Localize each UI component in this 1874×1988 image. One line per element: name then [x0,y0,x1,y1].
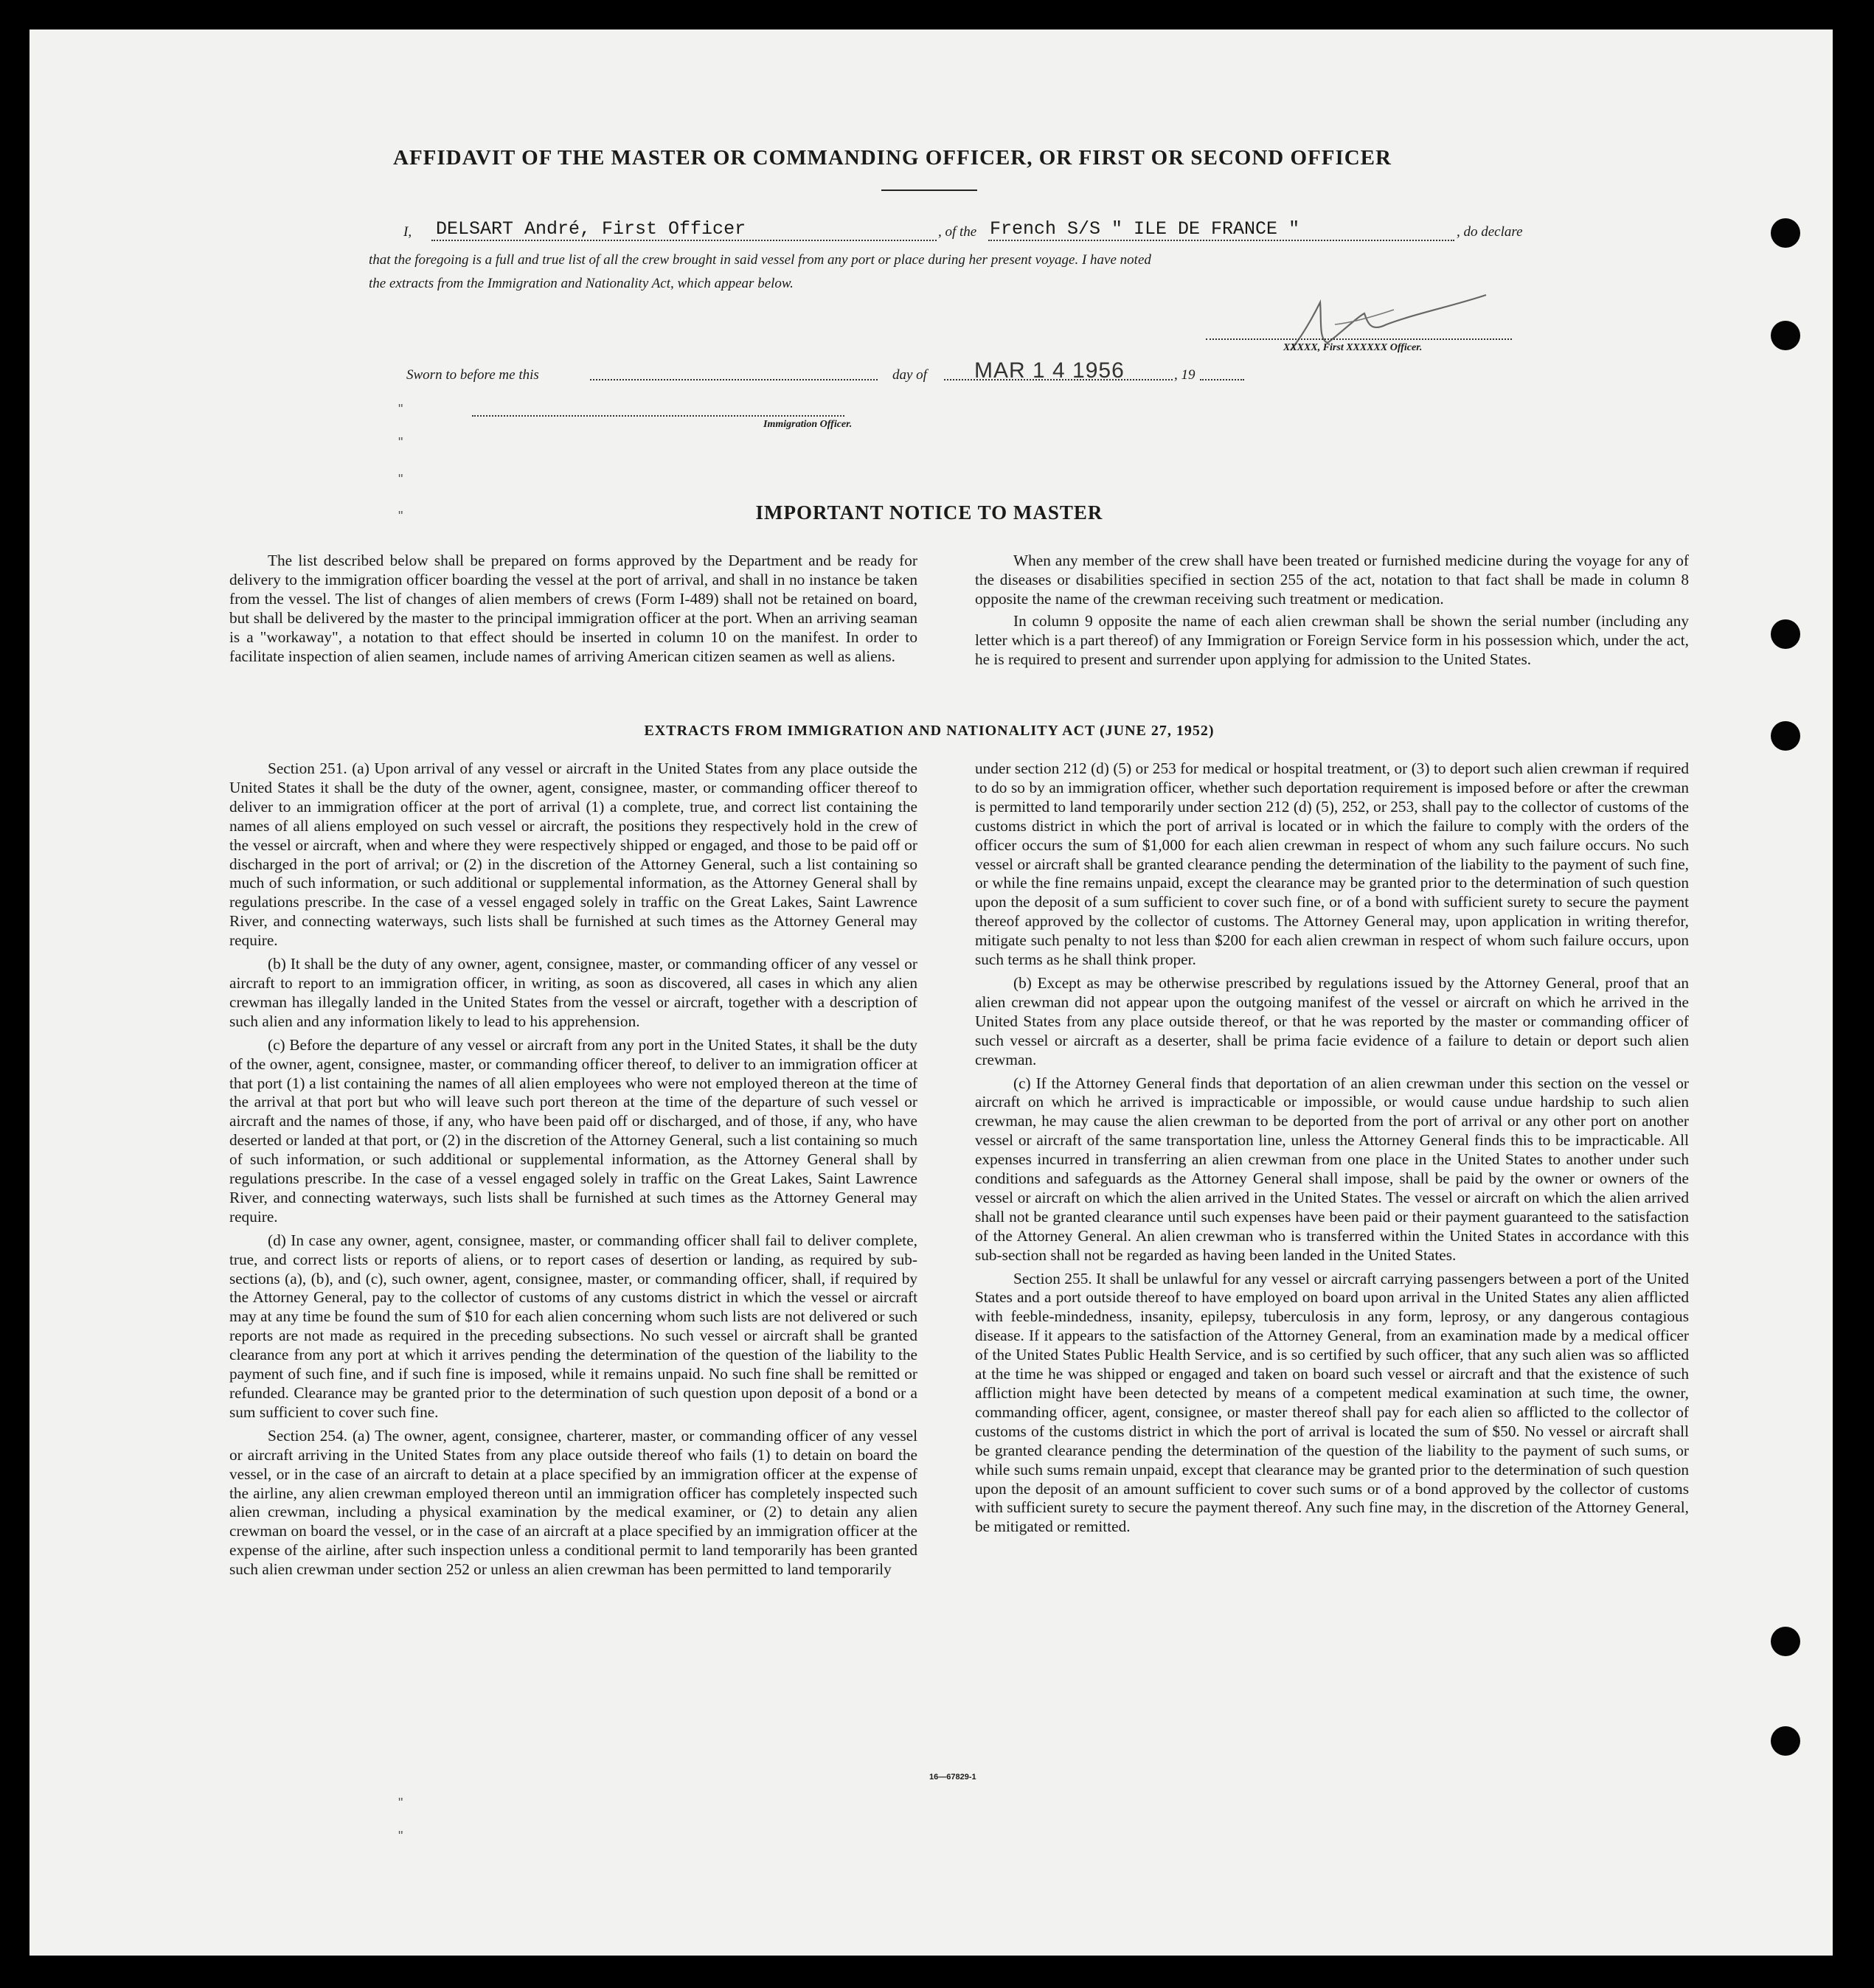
declarant-name: DELSART André, First Officer [436,218,746,240]
section-251-d: (d) In case any owner, agent, consignee, master, or commanding officer shall fail to deliver complete, true, and correct lists or reports of aliens, or to report cases of desertion or landing, as required by sub-sections (a), (b), and (c), such owner, agent, consignee, master, or commanding officer, shall, if required by the Attorney General, pay to the collector of customs of any customs district in which the vessel or aircraft may at any time be found the sum of $10 for each alien concerning whom such lists are not delivered or such reports are not made as required in the preceding subsections. No such vessel or aircraft shall be granted clearance from any port at which it arrives pending the determination of the question of the liability to the payment of such fine, and if such fine is imposed, while it remains unpaid. No such fine shall be remitted or refunded. Clearance may be granted prior to the determination of such question upon deposit of a bond or a sum sufficient to cover such fine. [229,1231,917,1421]
declaration-line-3: the extracts from the Immigration and Nationality Act, which appear below. [369,276,794,291]
ditto-mark: " [398,1796,403,1810]
declaration-of-the: , of the [938,224,977,240]
binder-hole [1771,619,1800,649]
section-254-c: (c) If the Attorney General finds that deportation of an alien crewman under this section on the vessel or aircraft on which he arrived is impracticable or impossible, or would cause undue hardship to such alien crewman, he may cause the alien crewman to be deported from the port of arrival or any other port on another vessel or aircraft of the same transportation line, unless the Attorney General finds this to be impracticable. All expenses incurred in transferring an alien crewman from one place in the United States to another under such conditions and safeguards as the Attorney General shall impose, shall be paid by the owner or owners of the vessel or aircraft on which the alien arrived in the United States. The vessel or aircraft on which the alien arrived shall not be granted clearance until such expenses have been paid or their payment guaranteed to the satisfaction of the Attorney General. An alien crewman who is transferred within the United States in accordance with this sub-section shall not be regarded as having been landed in the United States. [975,1074,1689,1264]
immigration-officer-caption: Immigration Officer. [763,419,853,430]
binder-hole [1771,1726,1800,1756]
section-254-a-continued: under section 212 (d) (5) or 253 for medical or hospital treatment, or (3) to deport such alien crewman if required to do so by an immigration officer, whether such deportation requirement is imposed before or after the crewman is permitted to land temporarily under section 212 (d) (5), 252, or 253, shall pay to the collector of customs of the customs district in which the port of arrival is located or in which the failure to comply with the orders of the officer occurs the sum of $1,000 for each alien crewman in respect of whom any such failure occurs. No such vessel or aircraft shall be granted clearance pending the determination of the liability to the payment of such fine, or while the fine remains unpaid, except the clearance may be granted prior to the determination of such question upon the deposit of a sum sufficient to cover such fine, or of a bond with sufficient surety to secure the payment thereof approved by the collector of customs. The Attorney General may, upon application in writing therefor, mitigate such penalty to not less than $200 for each alien crewman in respect of whom such failure occurs, upon such terms as he shall think proper. [975,760,1689,969]
section-251-b: (b) It shall be the duty of any owner, agent, consignee, master, or commanding officer of any vessel or aircraft to report to an immigration officer, in writing, as soon as discovered, all cases in which any alien crewman has illegally landed in the United States from the vessel or aircraft, together with a description of such alien and any information likely to lead to his apprehension. [229,955,917,1030]
sworn-day-line [590,379,878,380]
signature-dotted-line [1206,338,1512,340]
binder-hole [1771,218,1800,248]
section-251-c: (c) Before the departure of any vessel or aircraft from any port in the United States, it shall be the duty of the owner, agent, consignee, master, or commanding officer thereof, to deliver to an immigration officer at that port (1) a list containing the names of all alien employees who were not employed thereon at the time of the arrival at that port but who will leave such port thereon at the time of the departure of such vessel or aircraft and the names of those, if any, who have been paid off or discharged, and of those, if any, who have deserted or landed at that port, or (2) in the discretion of the Attorney General, such a list containing so much of such information, or such additional or supplemental information, as the Attorney General shall by regulations prescribe. In the case of a vessel engaged solely in traffic on the Great Lakes, Saint Lawrence River, and connecting waterways, such lists shall be furnished at such times as the Attorney General may require. [229,1035,917,1226]
declaration-i: I, [403,224,412,240]
binder-hole [1771,321,1800,350]
title-underline [881,190,977,191]
form-code: 16—67829-1 [929,1773,976,1782]
extracts-left-column [229,760,917,1579]
document-sheet [30,29,1833,1956]
section-255: Section 255. It shall be unlawful for any vessel or aircraft carrying passengers between a port of the United States and a port outside thereof to have employed on board upon arrival in the United States any alien afflicted with feeble-mindedness, insanity, epilepsy, tuberculosis in any form, leprosy, or any dangerous contagious disease. If it appears to the satisfaction of the Attorney General, from an examination made by a medical officer of the United States Public Health Service, and is so certified by such officer, that any such alien was so afflicted at the time he was shipped or engaged and taken on board such vessel or aircraft and that the existence of such affliction might have been detected by means of a competent medical examination at such time, the owner, commanding officer, agent, consignee, or master thereof shall pay for each alien so afflicted to the collector of customs of the customs district in which the port of arrival is located the sum of $50. No vessel or aircraft shall be granted clearance pending the determination of the question of the liability to the payment of such sums, or while such sums remain unpaid, except that clearance may be granted prior to the determination of such question upon the deposit of an amount sufficient to cover such sums or of a bond approved by the collector of customs with sufficient surety to secure the payment thereof. Any such fine may, in the discretion of the Attorney General, be mitigated or remitted. [975,1269,1689,1536]
ditto-mark: " [398,472,403,487]
vessel-name: French S/S " ILE DE FRANCE " [990,218,1300,240]
signature-caption: XXXXX, First XXXXXX Officer. [1283,342,1423,353]
vessel-dotted-line [988,240,1454,241]
binder-hole [1771,1627,1800,1656]
binder-hole [1771,721,1800,751]
notice-right-paragraph-2: In column 9 opposite the name of each alien crewman shall be shown the serial number (including any letter which is a part thereof) of any Immigration or Foreign Service form in his possession which, under the act, he is required to present and surrender upon applying for admission to the United States. [975,611,1689,668]
section-251-a: Section 251. (a) Upon arrival of any vessel or aircraft in the United States from any place outside the United States it shall be the duty of the owner, agent, consignee, master, or commanding officer thereof to deliver to an immigration officer at the port of arrival (1) a complete, true, and correct list containing the names of all aliens employed on such vessel or aircraft, the positions they respectively hold in the crew of the vessel or aircraft, when and where they were respectively shipped or engaged, and those to be paid off or discharged in the port of arrival; or (2) in the discretion of the Attorney General, such a list containing so much of such information, or such additional or supplemental information, as the Attorney General shall by regulations prescribe. In the case of a vessel engaged solely in traffic on the Great Lakes, Saint Lawrence River, and connecting waterways, such lists shall be furnished at such times as the Attorney General may require. [229,760,917,950]
sworn-year-line [1200,379,1244,380]
date-stamp: MAR 1 4 1956 [974,358,1125,383]
ditto-mark: " [398,1829,403,1843]
declaration-line-2: that the foregoing is a full and true list of all the crew brought in said vessel from any port or place during her present voyage. I have noted [369,252,1151,268]
ditto-mark: " [398,402,403,417]
sworn-year-suffix: , 19 [1174,367,1195,383]
immigration-officer-line [472,415,844,417]
notice-left-column [229,552,917,666]
section-254-b: (b) Except as may be otherwise prescribed by regulations issued by the Attorney General, proof that an alien crewman did not appear upon the outgoing manifest of the vessel or aircraft on which he arrived in the United States from any place outside thereof, or that he was reported by the master or commanding officer of such vessel or aircraft as a deserter, shall be prima facie evidence of a failure to detain or deport such alien crewman. [975,973,1689,1068]
ditto-mark: " [398,435,403,450]
sworn-day-of: day of [892,367,927,383]
notice-right-paragraph-1: When any member of the crew shall have been treated or furnished medicine during the voyage for any of the diseases or disabilities specified in section 255 of the act, notation to that fact shall be made in column 8 opposite the name of the crewman receiving such treatment or medication. [975,552,1689,608]
sworn-label: Sworn to before me this [406,367,539,383]
extracts-title: EXTRACTS FROM IMMIGRATION AND NATIONALITY ACT (JUNE 27, 1952) [644,723,1215,739]
declaration-do-declare: , do declare [1457,224,1523,240]
notice-title: IMPORTANT NOTICE TO MASTER [755,501,1103,524]
ditto-mark: " [398,509,403,524]
notice-left-paragraph: The list described below shall be prepared on forms approved by the Department and be ready for delivery to the immigration officer boarding the vessel at the port of arrival, and shall in no instance be taken from the vessel. The list of changes of alien members of crews (Form I-489) shall not be retained on board, but shall be delivered by the master to the principal immigration officer at the port. When an arriving seaman is a "workaway", a notation to that effect should be inserted in column 10 on the manifest. In order to facilitate inspection of alien seamen, include names of arriving American citizen seamen as well as aliens. [229,552,917,665]
extracts-right-column [975,760,1689,1537]
name-dotted-line [431,240,937,241]
notice-right-column [975,552,1689,669]
affidavit-title: AFFIDAVIT OF THE MASTER OR COMMANDING OFFICER, OR FIRST OR SECOND OFFICER [393,146,1392,170]
section-254-a: Section 254. (a) The owner, agent, consignee, charterer, master, or commanding officer of any vessel or aircraft arriving in the United States from any place outside thereof who fails (1) to detain on board the vessel, or in the case of an aircraft to detain at a place specified by an immigration officer at the expense of the airline, any alien crewman employed thereon until an immigration officer has completely inspected such alien crewman, including a physical examination by the medical examiner, or (2) to detain any alien crewman on board the vessel, or in the case of an aircraft at a place specified by an immigration officer at the expense of the airline, after such inspection unless a conditional permit to land temporarily has been granted such alien crewman under section 252 or unless an alien crewman has been permitted to land temporarily [229,1426,917,1579]
